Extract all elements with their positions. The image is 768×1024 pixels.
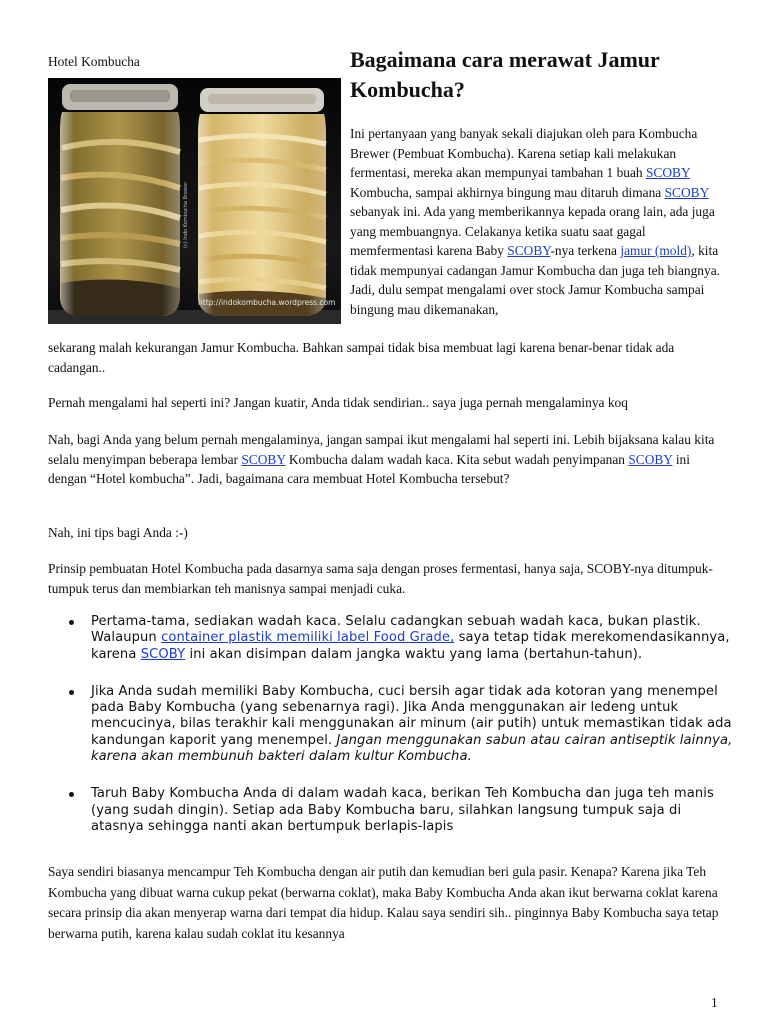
scoby-link[interactable]: SCOBY — [664, 184, 709, 200]
intro-paragraph: Ini pertanyaan yang banyak sekali diajukan oleh para Kombucha Brewer (Pembuat Kombucha). Karena setiap kali melakukan fermentasi, mereka akan mempunyai tambahan 1 buah SCOBY Kombucha, sampai akhirnya bingung mau ditaruh dimana SCOBY sebanyak ini. Ada yang memberikannya kepada orang lain, ada juga yang membuangnya. Celakanya ketika suatu saat gagal memfermentasi karena Baby SCOBY-nya terkena jamur (mold), kita tidak mempunyai cadangan Jamur Kombucha dan juga teh biangnya. Jadi, dulu sempat mengalami over stock Jamur Kombucha sampai bingung mau dikemanakan, — [350, 126, 720, 317]
paragraph: Saya sendiri biasanya mencampur Teh Kombucha dengan air putih dan kemudian beri gula pasir. Kenapa? Karena jika Teh Kombucha yang dibuat warna cukup pekat (berwarna coklat), maka Baby Kombucha Anda akan ikut berwarna coklat karena secara prinsip dia akan menyerap warna dari tempat dia hidup. Kalau saya sendiri sih.. pinginnya Baby Kombucha saya tetap berwarna putih, karena kalau sudah coklat itu kesannya — [48, 864, 719, 941]
list-item: Pertama-tama, sediakan wadah kaca. Selalu cadangkan sebuah wadah kaca, bukan plastik. Walaupun container plastik memiliki label Food Grade, saya tetap tidak merekomendasikannya, karena SCOBY ini akan disimpan dalam jangka waktu yang lama (bertahun-tahun). — [48, 614, 738, 663]
photo-watermark: http://indokombucha.wordpress.com — [198, 298, 336, 307]
scoby-link[interactable]: SCOBY — [645, 165, 691, 180]
list-item: Taruh Baby Kombucha Anda di dalam wadah kaca, berikan Teh Kombucha dan juga teh manis (yang sudah dingin). Setiap ada Baby Kombucha baru, silahkan langsung tumpuk saja di atasnya sehingga nanti akan bertumpuk berlapis-lapis — [48, 786, 738, 835]
bullet-icon — [69, 792, 74, 797]
scoby-link[interactable]: SCOBY — [241, 451, 286, 467]
kombucha-jars-photo — [48, 78, 341, 324]
paragraph: Pernah mengalami hal seperti ini? Jangan kuatir, Anda tidak sendirian.. saya juga pernah mengalaminya koq — [48, 395, 628, 410]
paragraph: Nah, ini tips bagi Anda :-) — [48, 525, 188, 540]
mold-link[interactable]: jamur (mold) — [620, 243, 692, 258]
bullet-icon — [69, 690, 74, 695]
list-item: Jika Anda sudah memiliki Baby Kombucha, cuci bersih agar tidak ada kotoran yang menempel pada Baby Kombucha (yang sebenarnya ragi). Jika Anda menggunakan air ledeng untuk mencucinya, bilas terakhir kali menggunakan air minum (air putih) untuk memastikan tidak ada kandungan kaporit yang menempel. Jangan menggunakan sabun atau cairan antiseptik lainnya, karena akan membunuh bakteri dalam kultur Kombucha. — [48, 684, 738, 765]
paragraph: Prinsip pembuatan Hotel Kombucha pada dasarnya sama saja dengan proses fermentasi, hanya saja, SCOBY-nya ditumpuk-tumpuk terus dan membiarkan teh manisnya sampai menjadi cuka. — [48, 561, 713, 596]
left-jar — [60, 84, 180, 316]
scoby-link[interactable]: SCOBY — [507, 243, 551, 258]
intro-paragraph-continued: sekarang malah kekurangan Jamur Kombucha. Bahkan sampai tidak bisa membuat lagi karena benar-benar tidak ada cadangan.. — [48, 340, 675, 375]
bullet-icon — [69, 620, 74, 625]
food-grade-link[interactable]: container plastik memiliki label Food Grade, — [161, 630, 455, 646]
page-title: Bagaimana cara merawat Jamur Kombucha? — [350, 47, 660, 102]
right-jar — [198, 88, 326, 316]
scoby-link[interactable]: SCOBY — [140, 646, 186, 662]
tips-list — [48, 614, 738, 856]
paragraph: Nah, bagi Anda yang belum pernah mengalaminya, jangan sampai ikut mengalami hal seperti ini. Lebih bijaksana kalau kita selalu menyimpan beberapa lembar SCOBY Kombucha dalam wadah kaca. Kita sebut wadah penyimpanan SCOBY ini dengan “Hotel kombucha”. Jadi, bagaimana cara membuat Hotel Kombucha tersebut? — [48, 432, 715, 486]
page-number: 1 — [711, 995, 718, 1010]
photo-side-text: (c) Indo Kombucha Brewer — [183, 181, 189, 248]
scoby-link[interactable]: SCOBY — [628, 451, 673, 467]
image-caption: Hotel Kombucha — [48, 54, 140, 69]
